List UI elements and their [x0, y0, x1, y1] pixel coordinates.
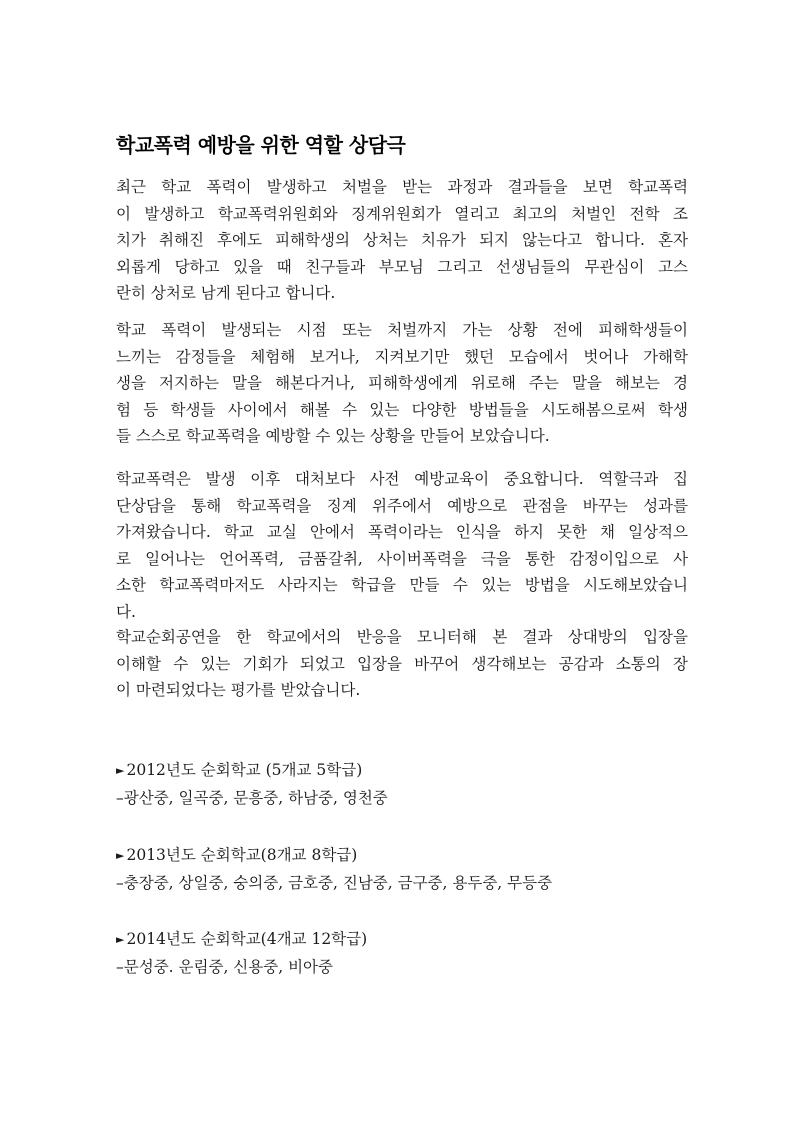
paragraph-line: 학교폭력은 발생 이후 대처보다 사전 예방교육이 중요합니다. 역할극과 집: [116, 470, 688, 488]
paragraph-line: 단상담을 통해 학교폭력을 징계 위주에서 예방으로 관점을 바꾸는 성과를: [116, 496, 688, 515]
year-heading: [116, 926, 716, 952]
pointer-arrow-icon: ►: [116, 764, 125, 777]
pointer-arrow-icon: ►: [116, 933, 125, 946]
year-heading-text: 2014년도 순회학교(4개교 12학급): [126, 930, 368, 948]
year-heading: [116, 757, 716, 783]
paragraph-line: 소한 학교폭력마저도 사라지는 학급을 만들 수 있는 방법을 시도해보았습니: [116, 576, 688, 595]
year-heading: [116, 842, 716, 868]
school-list: –충장중, 상일중, 숭의중, 금호중, 진남중, 금구중, 용두중, 무등중: [116, 874, 553, 892]
paragraph-line: 이해할 수 있는 기회가 되었고 입장을 바꾸어 생각해보는 공감과 소통의 장: [116, 654, 688, 673]
paragraph-line: 외롭게 당하고 있을 때 친구들과 부모님 그리고 선생님들의 무관심이 고스: [116, 257, 688, 276]
paragraph-prevention: [116, 466, 688, 626]
paragraph-line: 생을 저지하는 말을 해본다거나, 피해학생에게 위로해 주는 말을 해보는 경: [116, 374, 688, 393]
paragraph-evaluation: [116, 624, 688, 704]
paragraph-line: 이 발생하고 학교폭력위원회와 징계위원회가 열리고 최고의 처벌인 전학 조: [116, 204, 688, 223]
paragraph-line: 학교 폭력이 발생되는 시점 또는 처벌까지 가는 상황 전에 피해학생들이: [116, 321, 688, 339]
year-heading-text: 2013년도 순회학교(8개교 8학급): [126, 846, 358, 864]
paragraph-line: 다.: [116, 602, 136, 621]
paragraph-line: 학교순회공연을 한 학교에서의 반응을 모니터해 본 결과 상대방의 입장을: [116, 628, 688, 646]
year-2012-block: [116, 757, 716, 811]
paragraph-line: 란히 상처로 남게 된다고 합니다.: [116, 284, 336, 303]
school-list: –문성중. 운림중, 신용중, 비아중: [116, 958, 333, 976]
pointer-arrow-icon: ►: [116, 849, 125, 862]
paragraph-line: 최근 학교 폭력이 발생하고 처벌을 받는 과정과 결과들을 보면 학교폭력: [116, 178, 688, 196]
paragraph-line: 느끼는 감정들을 체험해 보거나, 지켜보기만 했던 모습에서 벗어나 가해학: [116, 347, 688, 366]
year-2014-block: [116, 926, 716, 980]
paragraph-line: 치가 취해진 후에도 피해학생의 상처는 치유가 되지 않는다고 합니다. 혼자: [116, 231, 688, 250]
paragraph-line: 가져왔습니다. 학교 교실 안에서 폭력이라는 인식을 하지 못한 채 일상적으: [116, 523, 688, 542]
school-list: –광산중, 일곡중, 문흥중, 하남중, 영천중: [116, 789, 388, 807]
paragraph-method: [116, 317, 688, 450]
document-title: 학교폭력 예방을 위한 역할 상담극: [116, 133, 406, 157]
paragraph-line: 험 등 학생들 사이에서 해볼 수 있는 다양한 방법들을 시도해봄으로써 학생: [116, 400, 688, 419]
year-2013-block: [116, 842, 716, 896]
paragraph-intro: [116, 174, 688, 307]
year-heading-text: 2012년도 순회학교 (5개교 5학급): [126, 761, 363, 779]
paragraph-line: 로 일어나는 언어폭력, 금품갈취, 사이버폭력을 극을 통한 감정이입으로 사: [116, 549, 688, 568]
paragraph-line: 이 마련되었다는 평가를 받았습니다.: [116, 681, 361, 700]
paragraph-line: 들 스스로 학교폭력을 예방할 수 있는 상황을 만들어 보았습니다.: [116, 427, 550, 446]
